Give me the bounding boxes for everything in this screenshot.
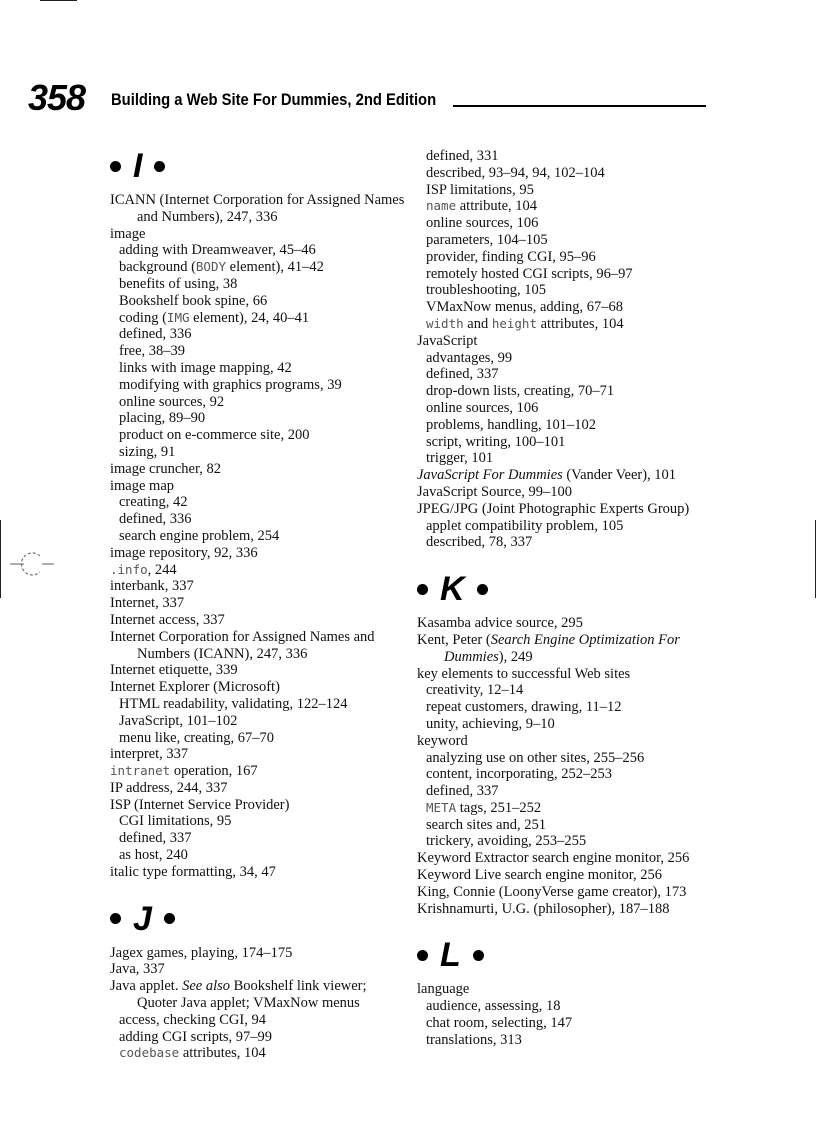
index-entry xyxy=(417,333,717,350)
entry-text: ), 249 xyxy=(498,648,533,665)
index-entry xyxy=(110,595,410,612)
entry-text: adding CGI scripts, 97–99 xyxy=(119,1028,273,1045)
index-entry xyxy=(110,612,410,629)
entry-text: trigger, 101 xyxy=(426,450,494,467)
code-term: .info xyxy=(110,561,148,577)
index-entry xyxy=(417,501,717,518)
index-entry xyxy=(110,961,410,978)
italic-term: JavaScript For Dummies xyxy=(417,467,563,484)
header-rule xyxy=(453,105,706,107)
index-subentry xyxy=(110,410,410,427)
section-head-i xyxy=(110,148,410,184)
entry-text: product on e-commerce site, 200 xyxy=(119,427,310,444)
entry-text: background ( xyxy=(119,259,196,276)
index-subentry xyxy=(417,299,717,316)
italic-term: See also xyxy=(182,978,230,995)
entry-text: element), 24, 40–41 xyxy=(189,309,310,326)
entry-text: advantages, 99 xyxy=(426,349,513,366)
index-subentry xyxy=(417,833,717,850)
registration-mark-icon xyxy=(10,551,54,577)
index-subentry xyxy=(417,434,717,451)
index-subentry xyxy=(110,528,410,545)
index-subentry xyxy=(417,182,717,199)
entry-text: attributes, 104 xyxy=(536,315,624,332)
entries-right-l xyxy=(417,981,717,1048)
index-entry xyxy=(110,226,410,243)
index-entry xyxy=(110,679,410,696)
index-subentry xyxy=(110,847,410,864)
index-subentry xyxy=(110,511,410,528)
entry-text: content, incorporating, 252–253 xyxy=(426,766,613,783)
entry-text: and xyxy=(463,315,492,332)
entry-text: language xyxy=(417,981,470,998)
entry-text: interpret, 337 xyxy=(110,746,189,763)
index-entry xyxy=(110,562,410,579)
index-entry xyxy=(110,192,410,226)
entry-text: interbank, 337 xyxy=(110,578,194,595)
index-subentry xyxy=(110,713,410,730)
index-subentry xyxy=(417,215,717,232)
code-term: height xyxy=(491,315,537,331)
index-entry xyxy=(417,632,717,666)
entry-text: translations, 313 xyxy=(426,1031,522,1048)
entry-text: provider, finding CGI, 95–96 xyxy=(426,248,596,265)
index-subentry xyxy=(417,350,717,367)
index-subentry xyxy=(417,249,717,266)
index-entry xyxy=(417,884,717,901)
entry-text: benefits of using, 38 xyxy=(119,275,238,292)
index-subentry xyxy=(110,1012,410,1029)
bullet-dot-icon xyxy=(473,950,484,961)
entry-text: Krishnamurti, U.G. (philosopher), 187–188 xyxy=(417,900,670,917)
index-entry xyxy=(110,478,410,495)
italic-term: Search Engine Optimization For Dummies xyxy=(444,631,680,665)
index-entry xyxy=(417,484,717,501)
index-entry xyxy=(110,763,410,780)
entry-text: attribute, 104 xyxy=(456,198,538,215)
entry-text: online sources, 106 xyxy=(426,215,539,232)
index-subentry xyxy=(110,1029,410,1046)
index-subentry xyxy=(417,232,717,249)
index-subentry xyxy=(110,360,410,377)
index-entry xyxy=(110,545,410,562)
index-subentry xyxy=(110,394,410,411)
page-number: 358 xyxy=(28,77,86,118)
entry-text: online sources, 92 xyxy=(119,393,225,410)
index-subentry xyxy=(417,534,717,551)
index-column-left xyxy=(110,148,410,1062)
entry-text: as host, 240 xyxy=(119,847,188,864)
index-subentry xyxy=(110,1045,410,1062)
index-subentry xyxy=(417,800,717,817)
entry-text: JavaScript, 101–102 xyxy=(119,712,238,729)
section-letter: J xyxy=(133,899,152,938)
entry-text: search engine problem, 254 xyxy=(119,527,280,544)
index-subentry xyxy=(110,427,410,444)
index-subentry xyxy=(417,817,717,834)
index-subentry xyxy=(110,696,410,713)
entry-text: HTML readability, validating, 122–124 xyxy=(119,695,348,712)
index-subentry xyxy=(417,766,717,783)
index-entry xyxy=(110,780,410,797)
section-head-j xyxy=(110,901,410,937)
index-subentry xyxy=(417,450,717,467)
index-subentry xyxy=(110,830,410,847)
entry-text: described, 93–94, 94, 102–104 xyxy=(426,164,605,181)
index-entry xyxy=(417,901,717,918)
bullet-dot-icon xyxy=(110,161,121,172)
code-term: IMG xyxy=(166,309,190,325)
entry-text: attributes, 104 xyxy=(179,1045,266,1062)
index-subentry xyxy=(417,699,717,716)
index-subentry xyxy=(110,242,410,259)
entry-text: Jagex games, playing, 174–175 xyxy=(110,944,293,961)
entry-text: Internet access, 337 xyxy=(110,611,225,628)
bullet-dot-icon xyxy=(417,584,428,595)
entry-text: Internet etiquette, 339 xyxy=(110,662,238,679)
index-entry xyxy=(417,733,717,750)
index-subentry xyxy=(110,276,410,293)
page-header xyxy=(28,77,708,118)
entry-text: Keyword Extractor search engine monitor, 256 xyxy=(417,850,690,867)
entry-text: (Vander Veer), 101 xyxy=(562,467,677,484)
index-subentry xyxy=(417,148,717,165)
bullet-dot-icon xyxy=(154,161,165,172)
entries-left-j xyxy=(110,945,410,1063)
bullet-dot-icon xyxy=(164,913,175,924)
bullet-dot-icon xyxy=(110,913,121,924)
index-subentry xyxy=(417,716,717,733)
entry-text: remotely hosted CGI scripts, 96–97 xyxy=(426,265,633,282)
entry-text: repeat customers, drawing, 11–12 xyxy=(426,699,622,716)
index-subentry xyxy=(417,518,717,535)
entry-text: JPEG/JPG (Joint Photographic Experts Group) xyxy=(417,500,690,517)
entry-text: access, checking CGI, 94 xyxy=(119,1011,266,1028)
code-term: intranet xyxy=(110,763,171,779)
top-crop-rule xyxy=(40,0,77,1)
index-subentry xyxy=(417,266,717,283)
entry-text: operation, 167 xyxy=(170,763,258,780)
entries-right-k xyxy=(417,615,717,917)
index-entry xyxy=(110,945,410,962)
entry-text: image repository, 92, 336 xyxy=(110,544,258,561)
index-column-right xyxy=(417,148,717,1049)
index-subentry xyxy=(417,383,717,400)
entry-text: defined, 337 xyxy=(426,783,499,800)
entry-text: defined, 337 xyxy=(426,366,499,383)
index-subentry xyxy=(417,366,717,383)
section-letter: I xyxy=(133,147,143,185)
index-entry xyxy=(110,461,410,478)
section-head-k xyxy=(417,571,717,607)
index-entry xyxy=(417,666,717,683)
entries-right-j xyxy=(417,148,717,551)
entry-text: modifying with graphics programs, 39 xyxy=(119,376,342,393)
index-subentry xyxy=(110,310,410,327)
entry-text: sizing, 91 xyxy=(119,443,176,460)
entry-text: element), 41–42 xyxy=(226,259,324,276)
entry-text: JavaScript Source, 99–100 xyxy=(417,483,573,500)
code-term: codebase xyxy=(119,1045,180,1061)
entry-text: described, 78, 337 xyxy=(426,534,533,551)
entry-text: defined, 336 xyxy=(119,326,192,343)
index-entry xyxy=(110,797,410,814)
entry-text: Java, 337 xyxy=(110,961,165,978)
index-subentry xyxy=(417,282,717,299)
entry-text: Keyword Live search engine monitor, 256 xyxy=(417,867,663,884)
index-subentry xyxy=(417,400,717,417)
index-subentry xyxy=(417,682,717,699)
entry-text: free, 38–39 xyxy=(119,343,186,360)
entry-text: , 244 xyxy=(147,561,177,578)
index-subentry xyxy=(417,198,717,215)
entry-text: Bookshelf book spine, 66 xyxy=(119,292,268,309)
index-subentry xyxy=(417,750,717,767)
index-subentry xyxy=(417,1015,717,1032)
entry-text: creativity, 12–14 xyxy=(426,682,524,699)
entry-text: ISP limitations, 95 xyxy=(426,181,534,198)
entry-text: Internet Corporation for Assigned Names and Numbers (ICANN), 247, 336 xyxy=(110,628,375,662)
entry-text: Internet, 337 xyxy=(110,595,185,612)
entry-text: defined, 336 xyxy=(119,511,192,528)
entry-text: tags, 251–252 xyxy=(456,799,542,816)
crop-mark-left xyxy=(0,520,1,598)
index-subentry xyxy=(110,494,410,511)
entry-text: ISP (Internet Service Provider) xyxy=(110,796,290,813)
index-subentry xyxy=(110,444,410,461)
index-entry xyxy=(110,629,410,663)
entry-text: placing, 89–90 xyxy=(119,410,206,427)
entries-left-i xyxy=(110,192,410,881)
index-subentry xyxy=(110,813,410,830)
code-term: BODY xyxy=(195,259,227,275)
entry-text: script, writing, 100–101 xyxy=(426,433,566,450)
index-subentry xyxy=(110,293,410,310)
index-entry xyxy=(110,578,410,595)
index-entry xyxy=(417,981,717,998)
index-entry xyxy=(110,746,410,763)
entry-text: image cruncher, 82 xyxy=(110,460,221,477)
index-subentry xyxy=(110,730,410,747)
entry-text: applet compatibility problem, 105 xyxy=(426,517,624,534)
entry-text: image map xyxy=(110,477,175,494)
entry-text: parameters, 104–105 xyxy=(426,231,548,248)
bullet-dot-icon xyxy=(417,950,428,961)
index-subentry xyxy=(417,1032,717,1049)
entry-text: audience, assessing, 18 xyxy=(426,998,561,1015)
entry-text: troubleshooting, 105 xyxy=(426,282,547,299)
index-subentry xyxy=(417,316,717,333)
section-letter: L xyxy=(440,936,461,975)
entry-text: CGI limitations, 95 xyxy=(119,813,232,830)
entry-text: unity, achieving, 9–10 xyxy=(426,715,555,732)
entry-text: links with image mapping, 42 xyxy=(119,359,292,376)
entry-text: ICANN (Internet Corporation for Assigned Names and Numbers), 247, 336 xyxy=(110,192,405,225)
index-entry xyxy=(417,467,717,484)
index-subentry xyxy=(417,998,717,1015)
entry-text: online sources, 106 xyxy=(426,399,539,416)
code-term: width xyxy=(426,315,464,331)
index-subentry xyxy=(417,165,717,182)
entry-text: chat room, selecting, 147 xyxy=(426,1015,573,1032)
entry-text: keyword xyxy=(417,732,468,749)
index-subentry xyxy=(110,377,410,394)
entry-text: Java applet. xyxy=(110,978,183,995)
book-title: Building a Web Site For Dummies, 2nd Edition xyxy=(111,90,437,109)
index-subentry xyxy=(110,259,410,276)
section-head-l xyxy=(417,937,717,973)
entry-text: problems, handling, 101–102 xyxy=(426,416,596,433)
entry-text: IP address, 244, 337 xyxy=(110,779,228,796)
index-subentry xyxy=(417,783,717,800)
index-subentry xyxy=(110,343,410,360)
entry-text: Bookshelf link viewer; Quoter Java applet; VMaxNow menus xyxy=(137,978,367,1012)
index-entry xyxy=(417,867,717,884)
code-term: META xyxy=(426,799,457,815)
entry-text: Kent, Peter ( xyxy=(417,631,491,648)
entry-text: coding ( xyxy=(119,309,167,326)
entry-text: image xyxy=(110,225,146,242)
index-entry xyxy=(110,662,410,679)
entry-text: JavaScript xyxy=(417,332,478,349)
index-subentry xyxy=(110,326,410,343)
entry-text: creating, 42 xyxy=(119,494,188,511)
section-letter: K xyxy=(440,570,465,609)
entry-text: Internet Explorer (Microsoft) xyxy=(110,679,280,696)
entry-text: King, Connie (LoonyVerse game creator), 173 xyxy=(417,883,687,900)
code-term: name xyxy=(426,198,457,214)
entry-text: analyzing use on other sites, 255–256 xyxy=(426,749,645,766)
entry-text: drop-down lists, creating, 70–71 xyxy=(426,383,615,400)
entry-text: Kasamba advice source, 295 xyxy=(417,615,583,632)
entry-text: VMaxNow menus, adding, 67–68 xyxy=(426,299,623,316)
entry-text: search sites and, 251 xyxy=(426,816,546,833)
entry-text: key elements to successful Web sites xyxy=(417,665,631,682)
entry-text: defined, 337 xyxy=(119,830,192,847)
bullet-dot-icon xyxy=(477,584,488,595)
index-entry xyxy=(110,978,410,1012)
index-entry xyxy=(417,615,717,632)
index-entry xyxy=(110,864,410,881)
index-subentry xyxy=(417,417,717,434)
entry-text: adding with Dreamweaver, 45–46 xyxy=(119,242,316,259)
entry-text: menu like, creating, 67–70 xyxy=(119,729,275,746)
entry-text: trickery, avoiding, 253–255 xyxy=(426,833,587,850)
entry-text: defined, 331 xyxy=(426,148,499,164)
index-entry xyxy=(417,850,717,867)
entry-text: italic type formatting, 34, 47 xyxy=(110,863,276,880)
